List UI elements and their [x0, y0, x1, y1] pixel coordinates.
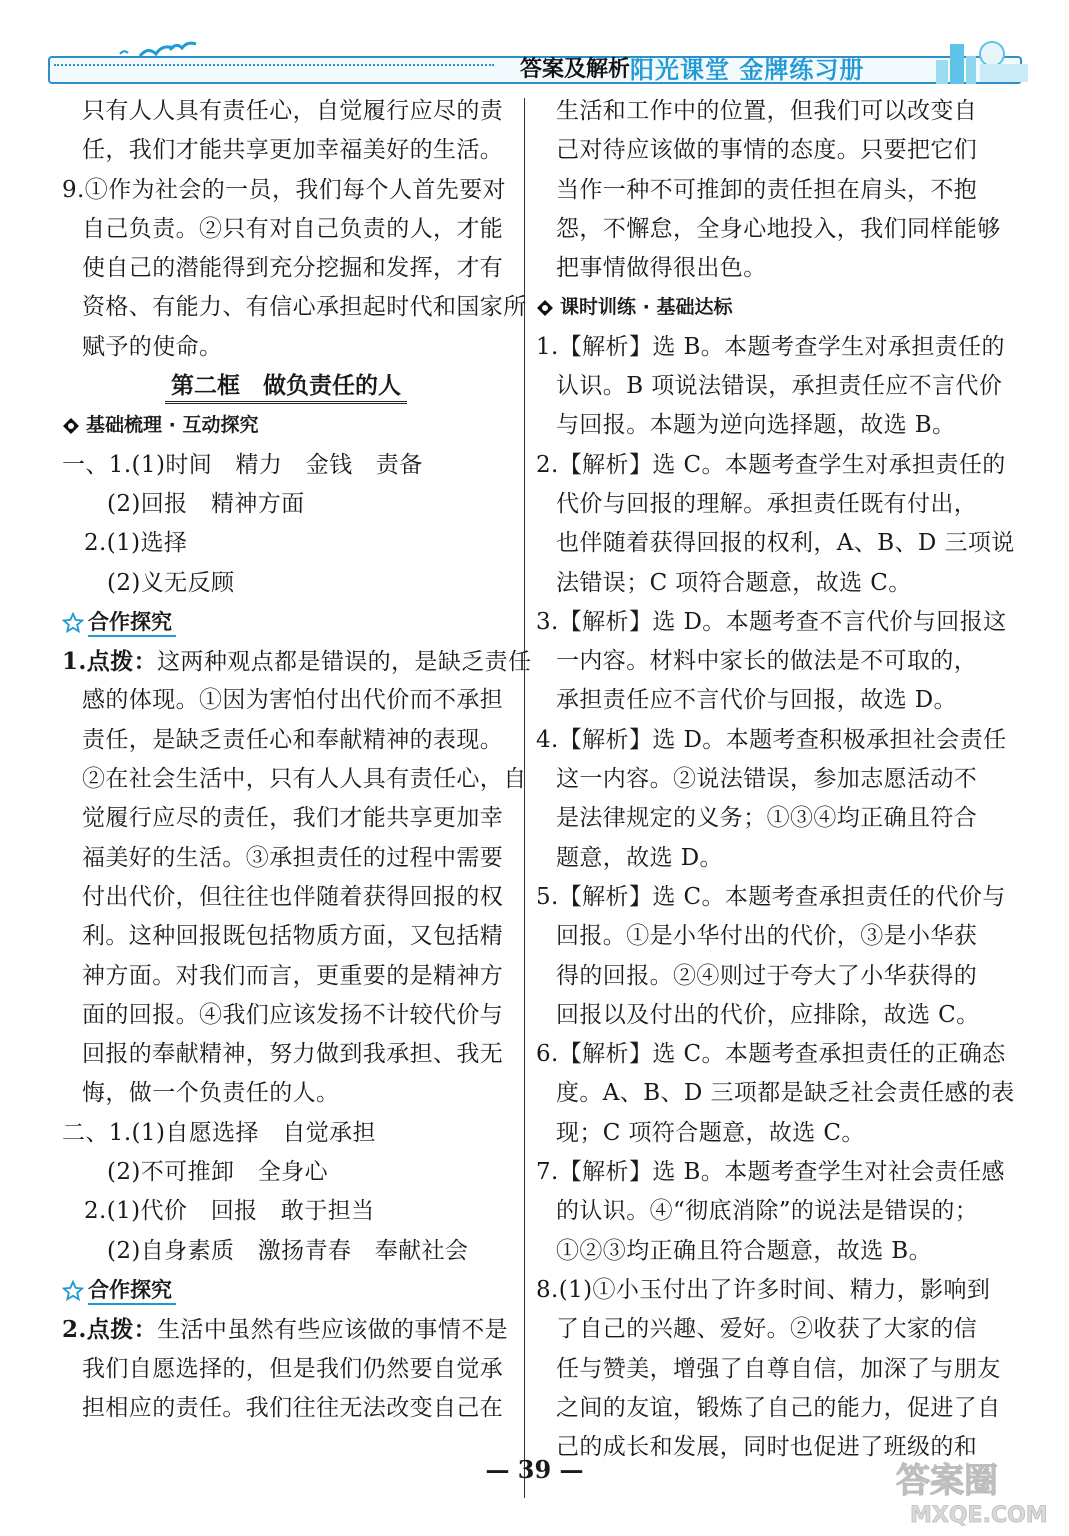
text-line: 认识。B 项说法错误，承担责任应不言代价 — [556, 373, 1003, 400]
text-line: 任与赞美，增强了自尊自信，加深了与朋友 — [556, 1355, 1001, 1382]
text-line: 我们自愿选择的，但是我们仍然要自觉承 — [82, 1355, 504, 1382]
text-line: 5.【解析】选 C。本题考查承担责任的代价与 — [536, 883, 1006, 910]
text-line: 之间的友谊，锻炼了自己的能力，促进了自 — [556, 1394, 1001, 1421]
text-line: 9.①作为社会的一员，我们每个人首先要对 — [62, 176, 506, 203]
text-line: 的认识。④“彻底消除”的说法是错误的； — [556, 1198, 979, 1225]
star-icon — [62, 1280, 84, 1302]
section-tag-text: 基础梳理 · 互动探究 — [86, 414, 259, 437]
decoration-icon — [900, 30, 1030, 86]
text-line: 己的成长和发展，同时也促进了班级的和 — [556, 1434, 978, 1461]
hint-label: 2.点拨： — [62, 1316, 158, 1344]
text-line: 3.【解析】选 D。本题考查不言代价与回报这 — [536, 608, 1007, 635]
birds-icon — [100, 34, 210, 68]
text-line: 回报的奉献精神，努力做到我承担、我无 — [82, 1041, 504, 1068]
text-line: 得的回报。②④则过于夸大了小华获得的 — [556, 962, 978, 989]
text-line: 觉履行应尽的责任，我们才能共享更加幸 — [82, 805, 504, 832]
text-line: 2.(1)选择 — [84, 530, 188, 557]
text-line: 代价与回报的理解。承担责任既有付出， — [556, 490, 978, 517]
text-line: 这一内容。②说法错误，参加志愿活动不 — [556, 766, 978, 793]
text-line: 责任，是缺乏责任心和奉献精神的表现。 — [82, 726, 504, 753]
text-line: 法错误；C 项符合题意，故选 C。 — [556, 569, 912, 596]
text-line: 也伴随着获得回报的权利，A、B、D 三项说 — [556, 530, 1015, 557]
text-line: 只有人人具有责任心，自觉履行应尽的责 — [82, 98, 504, 124]
text-line: 任，我们才能共享更加幸福美好的生活。 — [82, 137, 504, 164]
text-line: (2)不可推卸 全身心 — [107, 1159, 328, 1186]
text-line: 6.【解析】选 C。本题考查承担责任的正确态 — [536, 1041, 1006, 1068]
text-line: 感的体现。①因为害怕付出代价而不承担 — [82, 687, 504, 714]
text-line: 了自己的兴趣、爱好。②收获了大家的信 — [556, 1316, 978, 1343]
text-line: 回报以及付出的代价，应排除，故选 C。 — [556, 1001, 980, 1028]
series-label: 阳光课堂 金牌练习册 — [630, 56, 865, 84]
text-line — [62, 642, 532, 681]
text-line: 生活和工作中的位置，但我们可以改变自 — [556, 98, 978, 124]
text-line: (2)自身素质 激扬青春 奉献社会 — [107, 1237, 469, 1264]
coop-heading — [62, 603, 510, 642]
text-line: 是法律规定的义务；①③④均正确且符合 — [556, 805, 978, 832]
right-column — [536, 92, 1015, 1467]
coop-heading-text: 合作探究 — [88, 1277, 176, 1305]
section-tag-text: 课时训练 · 基础达标 — [560, 296, 733, 319]
text-line: 悔，做一个负责任的人。 — [82, 1080, 340, 1107]
text-line: 付出代价，但往往也伴随着获得回报的权 — [82, 883, 504, 910]
text-line: 度。A、B、D 三项都是缺乏社会责任感的表 — [556, 1080, 1015, 1107]
text-line: 题意，故选 D。 — [556, 844, 723, 871]
section-tag — [536, 288, 1006, 327]
page-header — [40, 30, 1030, 86]
text-line: 承担责任应不言代价与回报，故选 D。 — [556, 687, 957, 714]
text-line: ②在社会生活中，只有人人具有责任心，自 — [82, 766, 527, 793]
text-line: 8.(1)①小玉付出了许多时间、精力，影响到 — [536, 1276, 991, 1303]
hint-text: 这两种观点都是错误的，是缺乏责任 — [157, 649, 532, 676]
text-line: 现；C 项符合题意，故选 C。 — [556, 1119, 865, 1146]
svg-text:MXQE.COM: MXQE.COM — [910, 1503, 1048, 1528]
text-line — [62, 1310, 510, 1349]
text-line: (2)回报 精神方面 — [107, 490, 305, 517]
text-line: 面的回报。④我们应该发扬不计较代价与 — [82, 1001, 504, 1028]
text-line: 利。这种回报既包括物质方面，又包括精 — [82, 923, 504, 950]
coop-heading-text: 合作探究 — [88, 609, 176, 637]
text-line: 7.【解析】选 B。本题考查学生对社会责任感 — [536, 1159, 1005, 1186]
page-number: — 39 — — [485, 1455, 584, 1484]
diamond-bullet-icon — [62, 417, 80, 435]
text-line: 担相应的责任。我们往往无法改变自己在 — [82, 1394, 504, 1421]
diamond-bullet-icon — [536, 299, 554, 317]
text-line: 资格、有能力、有信心承担起时代和国家所 — [82, 294, 527, 321]
section-title — [62, 367, 510, 406]
svg-text:答案圈: 答案圈 — [896, 1461, 998, 1501]
text-line: 己对待应该做的事情的态度。只要把它们 — [556, 137, 978, 164]
text-line: ①②③均正确且符合题意，故选 B。 — [556, 1237, 933, 1264]
text-line: 自己负责。②只有对自己负责的人，才能 — [82, 215, 504, 242]
watermark-logo — [888, 1450, 1058, 1530]
text-line: 把事情做得很出色。 — [556, 255, 767, 282]
coop-heading — [62, 1271, 510, 1310]
text-line: 2.【解析】选 C。本题考查学生对承担责任的 — [536, 451, 1006, 478]
text-line: (2)义无反顾 — [107, 569, 235, 596]
left-column — [62, 92, 532, 1428]
text-line: 一、1.(1)时间 精力 金钱 责备 — [62, 451, 423, 478]
text-line: 回报。①是小华付出的代价，③是小华获 — [556, 923, 978, 950]
text-line: 福美好的生活。③承担责任的过程中需要 — [82, 844, 504, 871]
section-tag — [62, 406, 510, 445]
answer-label: 答案及解析 — [520, 57, 631, 82]
text-line: 4.【解析】选 D。本题考查积极承担社会责任 — [536, 726, 1007, 753]
text-line: 使自己的潜能得到充分挖掘和发挥，才有 — [82, 255, 504, 282]
text-line: 一内容。材料中家长的做法是不可取的， — [556, 648, 978, 675]
text-line: 赋予的使命。 — [82, 333, 223, 360]
text-line: 2.(1)代价 回报 敢于担当 — [84, 1198, 375, 1225]
text-line: 与回报。本题为逆向选择题，故选 B。 — [556, 412, 956, 439]
text-line: 二、1.(1)自愿选择 自觉承担 — [62, 1119, 376, 1146]
text-line: 当作一种不可推卸的责任担在肩头，不抱 — [556, 176, 978, 203]
text-line: 1.【解析】选 B。本题考查学生对承担责任的 — [536, 333, 1005, 360]
text-line: 神方面。对我们而言，更重要的是精神方 — [82, 962, 504, 989]
text-line: 怨，不懈怠，全身心地投入，我们同样能够 — [556, 215, 1001, 242]
star-icon — [62, 612, 84, 634]
hint-text: 生活中虽然有些应该做的事情不是 — [157, 1317, 509, 1344]
section-title-text: 第二框 做负责任的人 — [165, 371, 407, 404]
hint-label: 1.点拨： — [62, 648, 158, 676]
